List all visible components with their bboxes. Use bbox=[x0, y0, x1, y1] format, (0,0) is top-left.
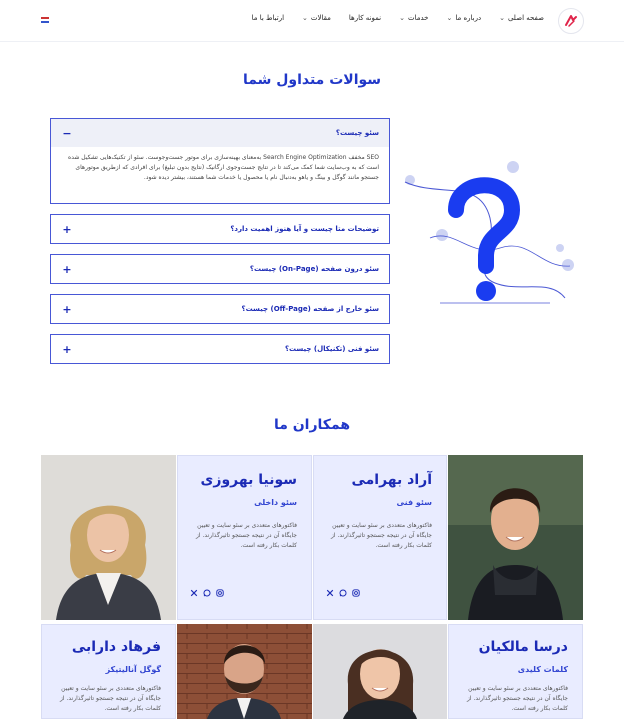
plus-icon[interactable]: + bbox=[62, 222, 72, 236]
team-card bbox=[448, 624, 583, 719]
nav-item-portfolio[interactable] bbox=[349, 14, 381, 22]
team-card bbox=[41, 624, 176, 719]
question-mark-illustration bbox=[400, 158, 580, 308]
member-name: سونیا بهروزی bbox=[200, 472, 297, 488]
nav-item-services[interactable] bbox=[399, 14, 428, 22]
instagram-icon[interactable] bbox=[352, 589, 360, 597]
x-icon[interactable] bbox=[326, 589, 334, 597]
team-card bbox=[313, 455, 447, 620]
member-desc: فاکتورهای متعددی بر سئو سایت و تعیین جایگاه آن در نتیجه جستجو تاثیرگذارند. از کلمات بکار رفته است. bbox=[60, 685, 161, 712]
member-name: درسا مالکیان bbox=[478, 639, 568, 655]
team-section-title: همکاران ما bbox=[273, 417, 351, 433]
instagram-icon[interactable] bbox=[216, 589, 224, 597]
member-role: کلمات کلیدی bbox=[517, 665, 568, 674]
nav-label: مقالات bbox=[310, 14, 331, 22]
main-nav bbox=[234, 14, 544, 22]
language-flag-icon[interactable] bbox=[41, 17, 49, 23]
nav-item-about[interactable] bbox=[446, 14, 481, 22]
nav-label: خدمات bbox=[408, 14, 429, 22]
nav-item-contact[interactable] bbox=[252, 14, 284, 22]
faq-question: توضیحات متا چیست و آیا هنوز اهمیت دارد؟ bbox=[230, 225, 379, 233]
faq-item[interactable] bbox=[50, 294, 390, 324]
nav-label: درباره ما bbox=[455, 14, 482, 22]
member-role: سئو داخلی bbox=[254, 498, 297, 507]
faq-answer: SEO مخفف Search Engine Optimization به‌معنای بهینه‌سازی برای موتور جست‌وجوست. سئو از تکنیک‌هایی تشکیل شده است که به وب‌سایت شما کمک می‌کند تا در نتایج جست‌وجوی ارگانیک (نتایج بدون تبلیغ) برای افرادی که ازطریق موتورهای جستجو مانند گوگل و بینگ و یاهو به‌دنبال نام یا محصول یا خدمات شما هستند، بیشتر دیده شود. bbox=[68, 154, 379, 181]
whatsapp-icon[interactable] bbox=[203, 589, 211, 597]
faq-section-title: سوالات متداول شما bbox=[242, 72, 382, 88]
member-photo bbox=[313, 624, 447, 719]
faq-item[interactable] bbox=[50, 254, 390, 284]
faq-question: سئو خارج از صفحه (Off-Page) چیست؟ bbox=[241, 305, 379, 313]
nav-label: ارتباط با ما bbox=[251, 14, 285, 22]
chevron-down-icon: ⌄ bbox=[446, 14, 453, 22]
social-links bbox=[326, 589, 360, 597]
logo-icon bbox=[562, 12, 580, 30]
nav-label: صفحه اصلی bbox=[507, 14, 544, 22]
nav-label: نمونه کارها bbox=[348, 14, 382, 22]
member-role: گوگل آنالیتیکز bbox=[105, 665, 161, 674]
faq-item[interactable] bbox=[50, 334, 390, 364]
plus-icon[interactable]: + bbox=[62, 342, 72, 356]
x-icon[interactable] bbox=[190, 589, 198, 597]
chevron-down-icon: ⌄ bbox=[302, 14, 308, 22]
nav-item-articles[interactable] bbox=[302, 14, 331, 22]
faq-question: سئو درون صفحه (On-Page) چیست؟ bbox=[249, 265, 379, 273]
faq-question: سئو فنی (تکنیکال) چیست؟ bbox=[284, 345, 379, 353]
minus-icon[interactable]: − bbox=[62, 126, 72, 140]
member-photo bbox=[448, 455, 583, 620]
plus-icon[interactable]: + bbox=[62, 302, 72, 316]
team-card bbox=[177, 455, 312, 620]
member-name: فرهاد دارابی bbox=[71, 639, 161, 655]
chevron-down-icon: ⌄ bbox=[499, 14, 505, 22]
member-desc: فاکتورهای متعددی بر سئو سایت و تعیین جایگاه آن در نتیجه جستجو تاثیرگذارند. از کلمات بکار رفته است. bbox=[467, 685, 568, 712]
site-logo[interactable] bbox=[558, 8, 584, 34]
nav-item-home[interactable] bbox=[499, 14, 544, 22]
faq-question-row[interactable] bbox=[51, 119, 389, 147]
member-photo bbox=[177, 624, 312, 719]
member-desc: فاکتورهای متعددی بر سئو سایت و تعیین جایگاه آن در نتیجه جستجو تاثیرگذارند. از کلمات بکار رفته است. bbox=[331, 522, 432, 549]
member-photo bbox=[41, 455, 176, 620]
member-desc: فاکتورهای متعددی بر سئو سایت و تعیین جایگاه آن در نتیجه جستجو تاثیرگذارند. از کلمات بکار رفته است. bbox=[196, 522, 297, 549]
member-role: سئو فنی bbox=[396, 498, 432, 507]
whatsapp-icon[interactable] bbox=[339, 589, 347, 597]
plus-icon[interactable]: + bbox=[62, 262, 72, 276]
chevron-down-icon: ⌄ bbox=[399, 14, 405, 22]
faq-item[interactable] bbox=[50, 214, 390, 244]
faq-question: سئو چیست؟ bbox=[335, 129, 379, 137]
faq-item-expanded bbox=[50, 118, 390, 204]
member-name: آراد بهرامی bbox=[351, 472, 432, 488]
site-header bbox=[0, 0, 624, 42]
social-links bbox=[190, 589, 224, 597]
